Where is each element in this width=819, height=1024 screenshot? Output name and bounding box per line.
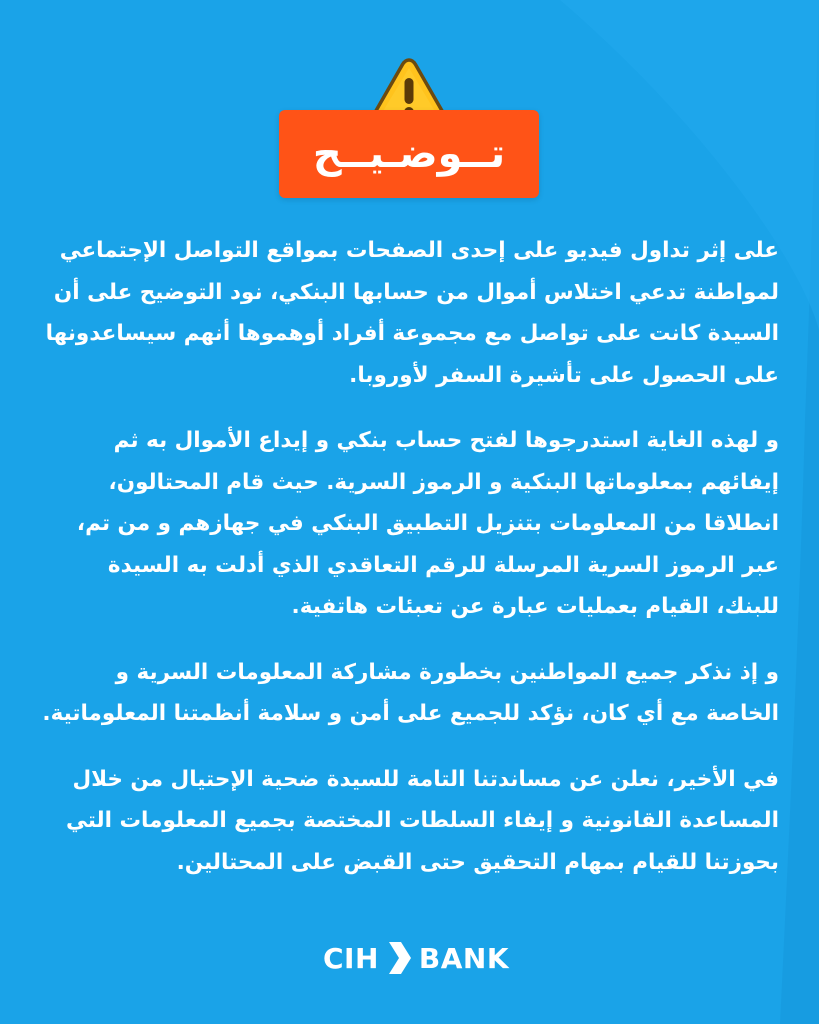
page-title: تــوضـيــح [312, 131, 506, 177]
paragraph-2: و لهذه الغاية استدرجوها لفتح حساب بنكي و إيداع الأموال به ثم إيفائهم بمعلوماتها البنكية و الرموز السرية. حيث قام المحتالون، انطلاقا من المعلومات بتنزيل التطبيق البنكي في جهازهم و من تم، عبر الرموز السرية المرسلة للرقم التعاقدي الذي أدلت به السيدة للبنك، القيام بعمليات عبارة عن تعبئات هاتفية. [76, 428, 779, 619]
paragraph-1: على إثر تداول فيديو على إحدى الصفحات بمواقع التواصل الإجتماعي لمواطنة تدعي اختلاس أموال من حسابها البنكي، نود التوضيح على أن السيدة كانت على تواصل مع مجموعة أفراد أوهموها أنهم سيساعدونها على الحصول على تأشيرة السفر لأوروبا. [45, 238, 779, 388]
paragraph-3: و إذ نذكر جميع المواطنين بخطورة مشاركة المعلومات السرية و الخاصة مع أي كان، نؤكد للجميع على أمن و سلامة أنظمتنا المعلوماتية. [42, 659, 779, 726]
logo-text-bank: BANK [418, 941, 510, 975]
title-banner [279, 110, 539, 198]
paragraph-4: في الأخير، نعلن عن مساندتنا التامة للسيدة ضحية الإحتيال من خلال المساعدة القانونية و إيفاء السلطات المختصة بجميع المعلومات التي بحوزتنا للقيام بمهام التحقيق حتى القبض على المحتالين. [66, 766, 779, 875]
cih-bank-logo [323, 938, 509, 978]
logo-text-cih: CIH [323, 941, 379, 975]
announcement-body [40, 230, 779, 907]
chevron-right-icon [385, 940, 413, 976]
